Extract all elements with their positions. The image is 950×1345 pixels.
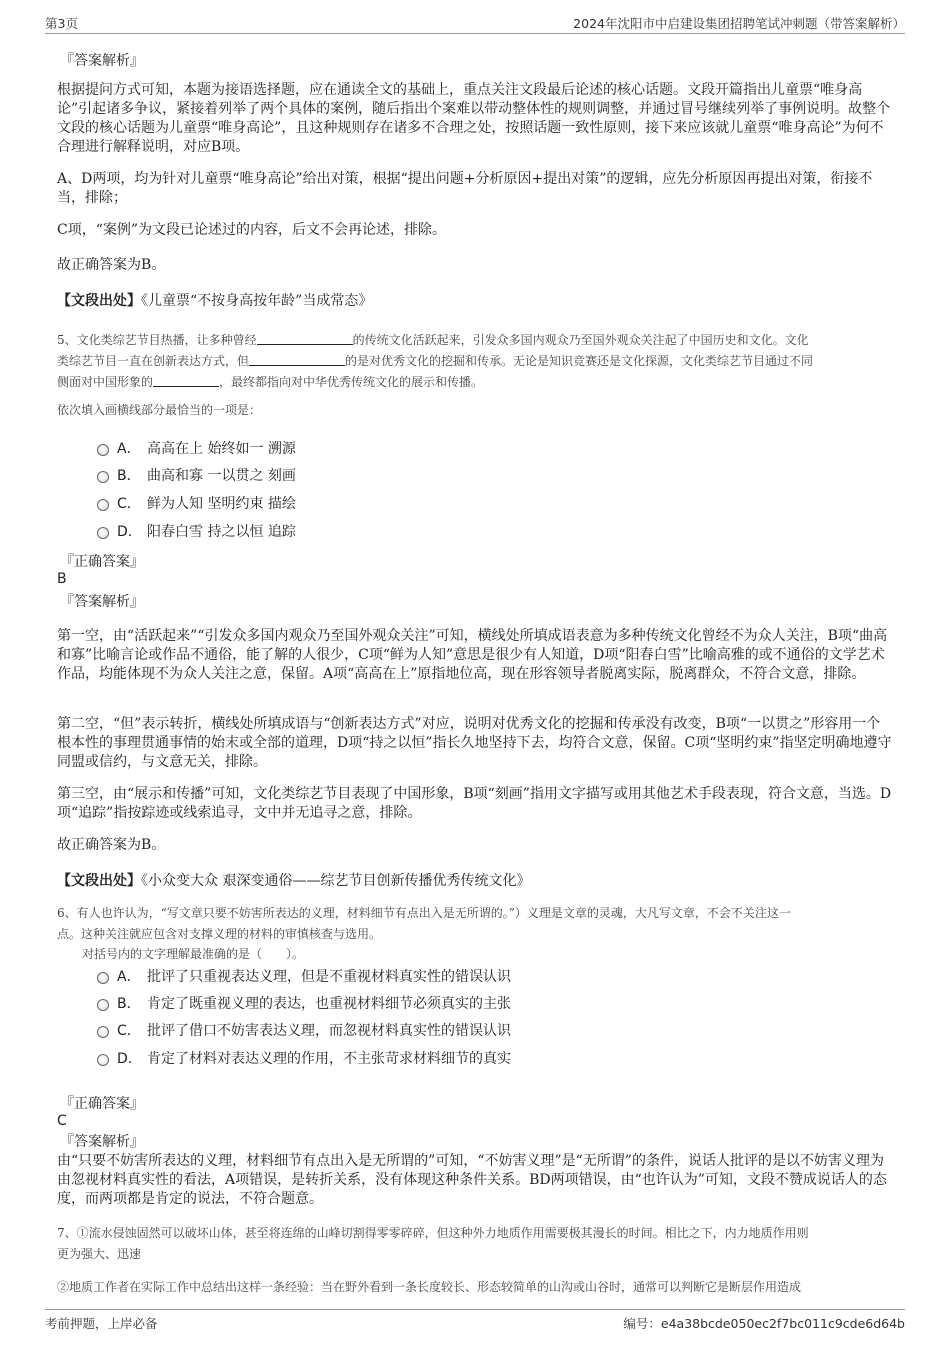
q4-source-title: 《儿童票“不按身高按年龄”当成常态》 bbox=[141, 293, 373, 309]
radio-icon[interactable] bbox=[97, 1026, 109, 1038]
q5-correct-answer: B bbox=[57, 571, 67, 587]
q6-question-text bbox=[57, 903, 893, 945]
q4-analysis-p3: C项，“案例”为文段已论述过的内容，后文不会再论述，排除。 bbox=[57, 222, 447, 238]
option-text: 曲高和寡 一以贯之 刻画 bbox=[147, 468, 296, 484]
q6-option-b[interactable] bbox=[97, 994, 511, 1014]
q6-analysis-p1: 由“只要不妨害所表达的义理，材料细节有点出入是无所谓的”可知，“不妨害义理”是“无所谓”的条件，说话人批评的是以不妨害义理为由忽视材料真实性的看法，A项错误，是转折关系，没有体现这种条件关系。BD两项错误，由“也许认为”可知，文段不赞成说话人的态度，而两项都是肯定的说法，不符合题意。 bbox=[57, 1153, 887, 1207]
q6-analysis-label: 『答案解析』 bbox=[60, 1134, 144, 1150]
document-id: 编号：e4a38bcde050ec2f7bc011c9cde6d64b bbox=[623, 1316, 905, 1331]
q4-source-label: 【文段出处】 bbox=[57, 293, 141, 309]
option-text: 批评了借口不妨害表达义理，而忽视材料真实性的错误认识 bbox=[147, 1023, 511, 1039]
option-text: 肯定了既重视义理的表达，也重视材料细节必须真实的主张 bbox=[147, 996, 511, 1012]
option-letter: D． bbox=[117, 1051, 142, 1067]
q5-source-title: 《小众变大众 艰深变通俗——综艺节目创新传播优秀传统文化》 bbox=[141, 873, 531, 889]
option-letter: C． bbox=[117, 496, 141, 512]
q5-text-5: 侧面对中国形象的 bbox=[57, 375, 154, 389]
option-text: 批评了只重视表达义理，但是不重视材料真实性的错误认识 bbox=[147, 969, 511, 985]
radio-icon[interactable] bbox=[97, 471, 109, 483]
q5-source-label: 【文段出处】 bbox=[57, 873, 141, 889]
q5-blank-1 bbox=[257, 333, 353, 345]
q5-question-text bbox=[57, 330, 893, 393]
radio-icon[interactable] bbox=[97, 527, 109, 539]
q5-option-c[interactable] bbox=[97, 494, 296, 514]
q5-blank-2 bbox=[249, 354, 345, 366]
q6-correct-label: 『正确答案』 bbox=[60, 1096, 144, 1112]
radio-icon[interactable] bbox=[97, 499, 109, 511]
option-letter: D． bbox=[117, 524, 142, 540]
q5-source bbox=[57, 870, 530, 890]
q4-source bbox=[57, 290, 372, 310]
footer-slogan: 考前押题，上岸必备 bbox=[45, 1316, 158, 1331]
q5-text-2: 的传统文化活跃起来，引发众多国内观众乃至国外观众关注起了中国历史和文化。文化 bbox=[352, 333, 809, 347]
radio-icon[interactable] bbox=[97, 972, 109, 984]
radio-icon[interactable] bbox=[97, 444, 109, 456]
radio-icon[interactable] bbox=[97, 999, 109, 1011]
q6-correct-answer: C bbox=[57, 1113, 67, 1129]
q6-option-c[interactable] bbox=[97, 1021, 511, 1041]
q6-text-2: 点。这种关注就应包含对支撑义理的材料的审慎核查与选用。 bbox=[57, 927, 382, 941]
option-text: 鲜为人知 坚明约束 描绘 bbox=[147, 496, 296, 512]
q5-analysis-label: 『答案解析』 bbox=[60, 594, 144, 610]
q5-text-6: ，最终都指向对中华优秀传统文化的展示和传播。 bbox=[219, 375, 484, 389]
option-text: 高高在上 始终如一 溯源 bbox=[147, 441, 296, 457]
option-text: 阳春白雪 持之以恒 追踪 bbox=[147, 524, 296, 540]
q4-analysis-label: 『答案解析』 bbox=[60, 53, 144, 69]
q5-option-b[interactable] bbox=[97, 466, 296, 486]
q5-option-d[interactable] bbox=[97, 522, 296, 542]
q4-analysis-p4: 故正确答案为B。 bbox=[57, 257, 166, 273]
q6-option-d[interactable] bbox=[97, 1049, 511, 1069]
q5-option-a[interactable] bbox=[97, 439, 296, 459]
footer-divider bbox=[45, 1309, 905, 1310]
option-letter: B． bbox=[117, 468, 141, 484]
q4-analysis-p2: A、D两项，均为针对儿童票“唯身高论”给出对策，根据“提出问题+分析原因+提出对策”的逻辑，应先分析原因再提出对策，衔接不当，排除； bbox=[57, 171, 873, 206]
document-title: 2024年沈阳市中启建设集团招聘笔试冲刺题（带答案解析） bbox=[573, 16, 905, 31]
q7-question-text bbox=[57, 1223, 893, 1265]
q5-prompt: 依次填入画横线部分最恰当的一项是： bbox=[57, 403, 262, 417]
option-letter: A． bbox=[117, 969, 141, 985]
q6-option-a[interactable] bbox=[97, 967, 511, 987]
q5-text-3: 类综艺节目一直在创新表达方式，但 bbox=[57, 354, 250, 368]
q7-text-3: ②地质工作者在实际工作中总结出这样一条经验：当在野外看到一条长度较长、形态较简单的山沟或山谷时，通常可以判断它是断层作用造成 bbox=[57, 1280, 802, 1294]
option-letter: B． bbox=[117, 996, 141, 1012]
page-header bbox=[45, 12, 905, 34]
q5-analysis-p2: 第二空，“但”表示转折，横线处所填成语与“创新表达方式”对应，说明对优秀文化的挖掘和传承没有改变，B项“一以贯之”形容用一个根本性的事理贯通事情的始末或全部的道理，D项“持之以恒”指长久地坚持下去，均符合文意，保留。C项“坚明约束”指坚定明确地遵守同盟或信约，与文意无关，排除。 bbox=[57, 716, 892, 770]
option-text: 肯定了材料对表达义理的作用，不主张苛求材料细节的真实 bbox=[147, 1051, 511, 1067]
q5-text-4: 的是对优秀文化的挖掘和传承。无论是知识竞赛还是文化探源，文化类综艺节目通过不同 bbox=[345, 354, 814, 368]
q5-analysis-p1: 第一空，由“活跃起来”“引发众多国内观众乃至国外观众关注”可知，横线处所填成语表意为多种传统文化曾经不为众人关注，B项“曲高和寡”比喻言论或作品不通俗，能了解的人很少，C项“鲜为人知”意思是很少有人知道，D项“阳春白雪”比喻高雅的或不通俗的文学艺术作品，均能体现不为众人关注之意，保留。A项“高高在上”原指地位高，现在形容领导者脱离实际，脱离群众，不符合文意，排除。 bbox=[57, 628, 888, 682]
page-number: 第3页 bbox=[45, 16, 78, 31]
q7-text-2: 更为强大、迅速 bbox=[57, 1247, 142, 1261]
q5-analysis-p4: 故正确答案为B。 bbox=[57, 837, 166, 853]
q5-analysis-p3: 第三空，由“展示和传播”可知，文化类综艺节目表现了中国形象，B项“刻画”指用文字描写或用其他艺术手段表现，符合文意，当选。D项“追踪”指按踪迹或线索追寻，文中并无追寻之意，排除。 bbox=[57, 786, 892, 821]
header-divider bbox=[45, 33, 905, 34]
q6-text-1: 6、有人也许认为，“写文章只要不妨害所表达的义理，材料细节有点出入是无所谓的。”）义理是文章的灵魂，大凡写文章，不会不关注这一 bbox=[57, 906, 791, 920]
q7-text-1: 7、①流水侵蚀固然可以破坏山体，甚至将连绵的山峰切割得零零碎碎，但这种外力地质作用需要极其漫长的时间。相比之下，内力地质作用则 bbox=[57, 1226, 809, 1240]
q5-text-1: 5、文化类综艺节目热播，让多种曾经 bbox=[57, 333, 257, 347]
q5-correct-label: 『正确答案』 bbox=[60, 554, 144, 570]
q6-prompt: 对括号内的文字理解最准确的是（ ）。 bbox=[82, 947, 305, 961]
q5-blank-3 bbox=[153, 375, 219, 387]
option-letter: C． bbox=[117, 1023, 141, 1039]
q4-analysis-p1: 根据提问方式可知，本题为接语选择题，应在通读全文的基础上，重点关注文段最后论述的核心话题。文段开篇指出儿童票“唯身高论”引起诸多争议，紧接着列举了两个具体的案例，随后指出个案难以带动整体性的规则调整，并通过冒号继续列举了事例说明。故整个文段的核心话题为儿童票“唯身高论”，且这种规则存在诸多不合理之处，按照话题一致性原则，接下来应该就儿童票“唯身高论”为何不合理进行解释说明，对应B项。 bbox=[57, 82, 891, 155]
option-letter: A． bbox=[117, 441, 141, 457]
page-footer bbox=[45, 1314, 905, 1334]
radio-icon[interactable] bbox=[97, 1054, 109, 1066]
